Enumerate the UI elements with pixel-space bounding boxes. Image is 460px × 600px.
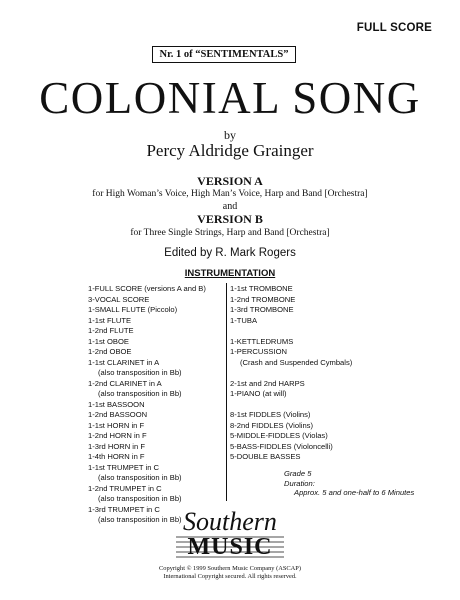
instrument-item: 8-1st FIDDLES (Violins) [230,410,311,419]
instrument-item: 1-FULL SCORE (versions A and B) [88,284,206,293]
instrument-note: (also transposition in Bb) [98,494,182,503]
list-spacer [230,368,390,379]
instrument-item: 8-2nd FIDDLES (Violins) [230,420,314,430]
instrument-item: 1-TUBA [230,315,258,325]
instrument-item: 2-1st and 2nd HARPS [230,378,305,388]
instrument-note: (also transposition in Bb) [98,473,182,482]
instrument-item: 1-1st CLARINET in A [88,357,160,367]
list-spacer [230,400,390,411]
instrument-item: 1-2nd HORN in F [88,431,147,440]
duration-value: Approx. 5 and one-half to 6 Minutes [294,488,415,497]
instrument-item: 1-2nd TRUMPET in C [88,483,162,493]
instrument-item: 1-2nd BASSOON [88,410,148,419]
grade-label: Grade 5 [284,469,312,478]
instrument-item: 1-2nd TROMBONE [230,294,296,304]
instrument-item: 1-2nd CLARINET in A [88,378,162,388]
by-label: by [224,128,236,142]
and-label: and [222,201,238,212]
instrument-item: 1-4th HORN in F [88,452,145,461]
series-box: Nr. 1 of “SENTIMENTALS” [152,46,296,63]
grade-duration-block [284,469,414,498]
page-title: COLONIAL SONG [39,73,421,123]
version-b-label: VERSION B [197,212,263,226]
version-a-label: VERSION A [197,174,263,188]
full-score-label: FULL SCORE [356,22,432,34]
instrumentation-left-column [88,284,223,526]
instrument-item: 1-3rd TRUMPET in C [88,504,160,514]
duration-label: Duration: [284,478,315,488]
instrument-item: 1-PERCUSSION [230,347,287,356]
instrument-item: 1-2nd FLUTE [88,326,134,335]
list-spacer [230,326,390,337]
logo-music-text: MUSIC [187,534,273,560]
instrument-item: 1-3rd HORN in F [88,441,145,451]
instrumentation-right-column [230,284,390,463]
instrument-item: 1-1st OBOE [88,336,129,346]
instrumentation-heading: INSTRUMENTATION [184,268,276,279]
instrument-item: 1-1st HORN in F [88,420,145,430]
composer-name: Percy Aldridge Grainger [146,141,314,160]
column-divider [226,283,227,501]
instrument-item: 1-3rd TROMBONE [230,305,294,314]
instrument-note: (Crash and Suspended Cymbals) [240,357,353,367]
instrument-item: 1-PIANO (at will) [230,389,287,398]
publisher-logo [166,508,294,564]
instrument-item: 1-2nd OBOE [88,347,132,356]
instrument-item: 1-1st TRUMPET in C [88,462,160,472]
copyright-line: International Copyright secured. All rights reserved. [163,572,297,580]
instrument-note: (also transposition in Bb) [98,515,182,524]
instrument-item: 1-SMALL FLUTE (Piccolo) [88,305,178,314]
instrument-item: 1-1st BASSOON [88,399,145,409]
version-b-description: for Three Single Strings, Harp and Band [Orchestra] [130,228,330,238]
editor-credit: Edited by R. Mark Rogers [164,247,296,259]
instrument-item: 3-VOCAL SCORE [88,294,150,304]
instrument-item: 5-DOUBLE BASSES [230,452,301,461]
instrument-item: 5-BASS-FIDDLES (Violoncelli) [230,441,333,451]
instrument-note: (also transposition in Bb) [98,368,182,377]
copyright-line: Copyright © 1999 Southern Music Company (ASCAP) [159,565,301,572]
instrument-note: (also transposition in Bb) [98,389,182,398]
instrument-item: 5-MIDDLE-FIDDLES (Violas) [230,431,328,440]
version-a-description: for High Woman’s Voice, High Man’s Voice, Harp and Band [Orchestra] [92,189,368,199]
instrument-item: 1-KETTLEDRUMS [230,336,294,346]
instrument-item: 1-1st FLUTE [88,315,132,325]
logo-southern-text: Southern [183,507,277,536]
instrument-item: 1-1st TROMBONE [230,284,293,293]
copyright-notice [0,565,460,580]
